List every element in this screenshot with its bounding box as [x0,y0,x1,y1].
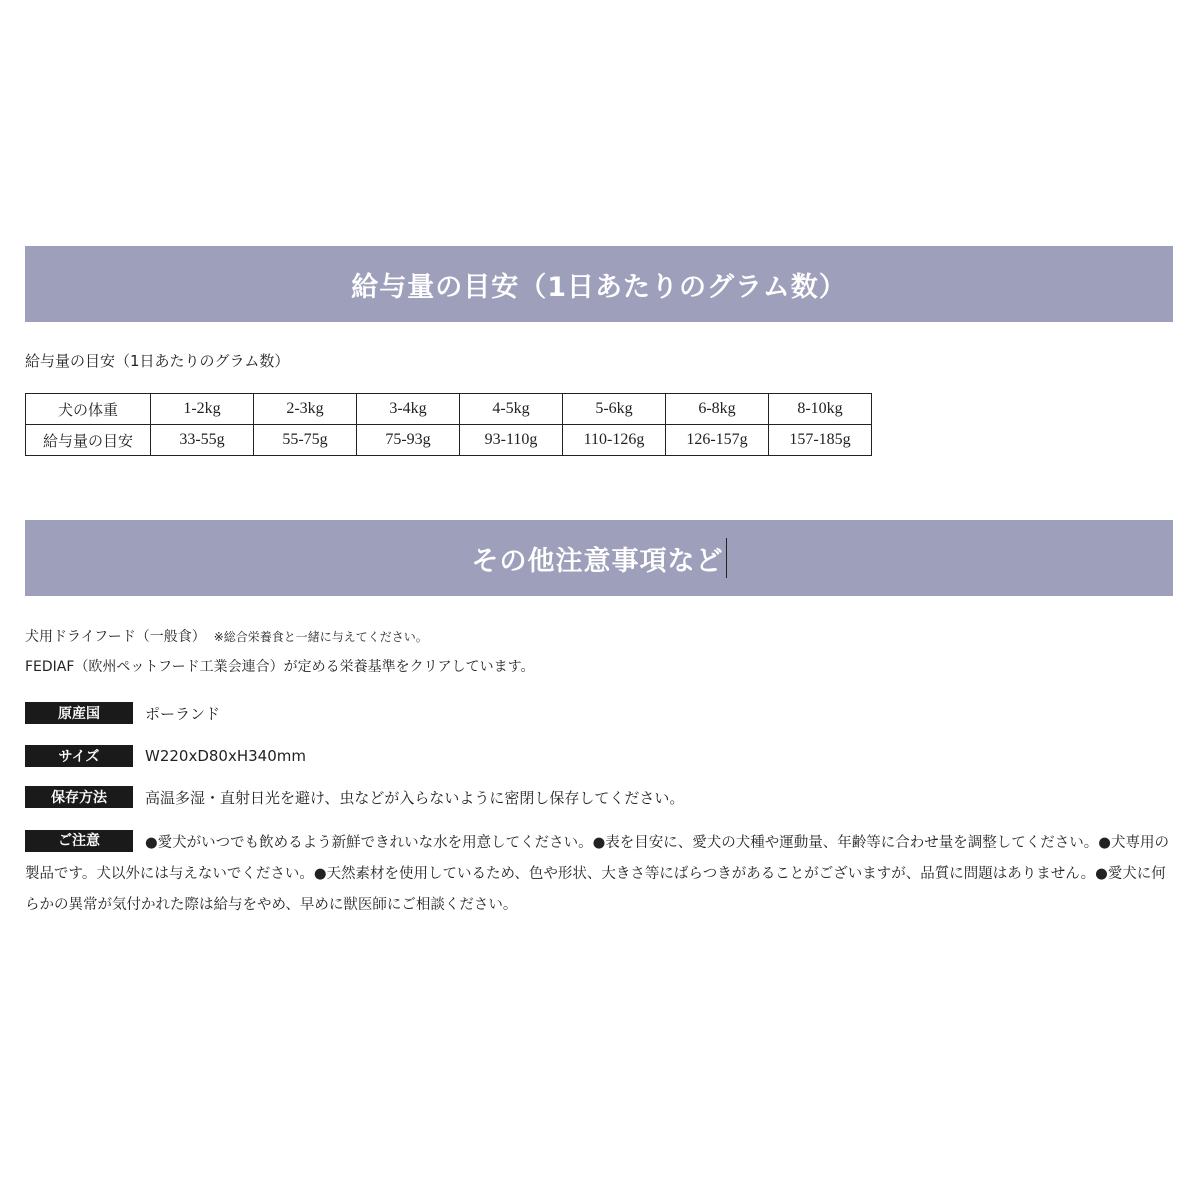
spec-size-value: W220xD80xH340mm [145,747,306,765]
product-type-line [25,626,428,646]
spec-storage-value: 高温多湿・直射日光を避け、虫などが入らないように密閉し保存してください。 [145,788,685,807]
feeding-table [25,393,872,456]
caution-text: ●愛犬がいつでも飲めるよう新鮮できれいな水を用意してください。●表を目安に、愛犬の犬種や運動量、年齢等に合わせ量を調整してください。●犬専用の製品です。犬以外には与えないでください。●天然素材を使用しているため、色や形状、大きさ等にばらつきがあることがございますが、品質に問題はありません。●愛犬に何らかの異常が気付かれた際は給与をやめ、早めに獣医師にご相談ください。 [25,835,1169,913]
product-type-note: ※総合栄養食と一緒に与えてください。 [213,630,428,644]
table-cell: 110-126g [563,425,666,456]
spec-storage [25,786,684,808]
table-cell: 8-10kg [769,394,872,425]
spec-size [25,745,306,767]
spec-origin-value: ポーランド [145,704,221,723]
table-row-weight [26,394,872,425]
text-cursor [726,538,727,578]
standard-line: FEDIAF（欧州ペットフード工業会連合）が定める栄養基準をクリアしています。 [25,659,535,675]
table-cell: 126-157g [666,425,769,456]
caution-block [25,828,1173,921]
table-cell: 5-6kg [563,394,666,425]
table-cell: 1-2kg [151,394,254,425]
table-cell: 4-5kg [460,394,563,425]
table-cell: 55-75g [254,425,357,456]
table-header-amount: 給与量の目安 [26,425,151,456]
table-cell: 2-3kg [254,394,357,425]
notes-banner [25,520,1173,596]
table-cell: 33-55g [151,425,254,456]
table-cell: 6-8kg [666,394,769,425]
table-cell: 3-4kg [357,394,460,425]
table-cell: 75-93g [357,425,460,456]
spec-origin [25,702,220,724]
table-row-amount [26,425,872,456]
spec-origin-label: 原産国 [25,702,133,724]
caution-label: ご注意 [25,830,133,852]
spec-size-label: サイズ [25,745,133,767]
spec-storage-label: 保存方法 [25,786,133,808]
notes-banner-title: その他注意事項など [471,545,724,577]
product-type-text: 犬用ドライフード（一般食） [25,629,206,645]
feeding-guide-banner-title: 給与量の目安（1日あたりのグラム数） [351,271,847,303]
table-cell: 93-110g [460,425,563,456]
table-header-weight: 犬の体重 [26,394,151,425]
feeding-guide-banner [25,246,1173,322]
feeding-guide-subtitle: 給与量の目安（1日あたりのグラム数） [25,352,290,370]
table-cell: 157-185g [769,425,872,456]
